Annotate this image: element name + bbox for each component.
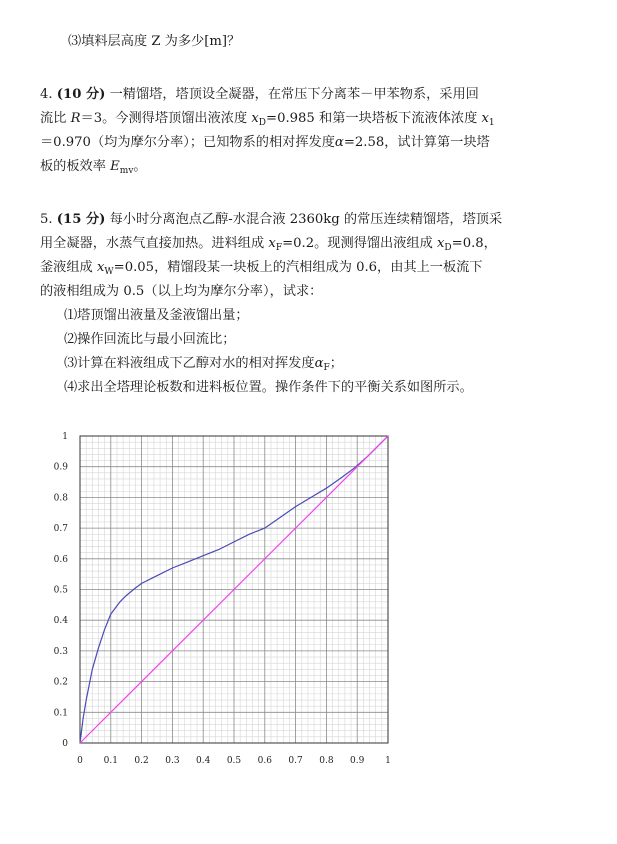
x-tick-label: 0.7 <box>288 756 303 766</box>
y-tick-label: 1 <box>62 432 68 442</box>
q4-xd-symbol: x <box>251 111 259 126</box>
q5-points: (15 分) <box>56 212 106 227</box>
q5-item1 <box>64 308 249 324</box>
x-tick-label: 0.5 <box>226 756 242 766</box>
q5-line2-part-b: =0.2。现测得馏出液组成 <box>282 236 437 251</box>
q4-line1-text: 一精馏塔，塔顶设全凝器，在常压下分离苯－甲苯物系，采用回 <box>109 87 479 102</box>
q5-item4 <box>64 380 473 396</box>
q4-line2-part-c: =0.985 和第一块塔板下流液体浓度 <box>266 111 482 126</box>
x-tick-label: 0.4 <box>196 756 211 766</box>
q4-x1-symbol: x <box>481 111 489 126</box>
q5-line4-text: 的液相组成为 0.5（以上均为摩尔分率），试求： <box>40 284 323 299</box>
x-tick-label: 0.9 <box>350 756 365 766</box>
q4-number: 4. <box>40 87 53 102</box>
x-tick-label: 0 <box>77 756 83 766</box>
q5-line1-text: 每小时分离泡点乙醇-水混合液 2360kg 的常压连续精馏塔，塔顶采 <box>109 212 503 227</box>
q4-line2 <box>40 111 495 131</box>
y-tick-label: 0.8 <box>53 493 68 504</box>
q5-item2 <box>64 332 235 348</box>
q4-line3-part-a: ＝0.970（均为摩尔分率）；已知物系的相对挥发度 <box>40 135 335 150</box>
q5-xf-subscript: F <box>275 243 283 253</box>
q5-item3-part-a: ⑶计算在料液组成下乙醇对水的相对挥发度 <box>64 356 315 371</box>
x-tick-label: 0.1 <box>103 756 118 766</box>
q5-item4-text: ⑷求出全塔理论板数和进料板位置。操作条件下的平衡关系如图所示。 <box>64 380 473 395</box>
x-tick-label: 1 <box>385 756 391 766</box>
q5-line2-part-a: 用全凝器，水蒸气直接加热。进料组成 <box>40 236 269 251</box>
q5-xd-symbol: x <box>436 236 445 251</box>
q5-number: 5. <box>40 212 53 227</box>
y-tick-label: 0.3 <box>53 646 68 657</box>
q5-line2 <box>40 236 497 256</box>
q4-line4 <box>40 159 147 179</box>
x-tick-label: 0.2 <box>134 756 149 766</box>
y-tick-label: 0.6 <box>53 554 68 565</box>
y-tick-label: 0.9 <box>53 462 68 473</box>
q5-line3-part-a: 釜液组成 <box>40 260 97 275</box>
x-tick-label: 0.3 <box>165 756 180 766</box>
q4-line4-part-b: 。 <box>133 159 147 174</box>
q4-reflux-symbol: R <box>70 111 81 126</box>
y-tick-label: 0 <box>62 739 68 749</box>
q5-alpha-symbol: α <box>314 356 324 371</box>
x-tick-label: 0.8 <box>319 756 334 766</box>
q5-xw-subscript: W <box>104 267 114 277</box>
y-tick-label: 0.7 <box>53 524 68 535</box>
q4-x1-subscript: 1 <box>488 118 495 128</box>
x-tick-label: 0.6 <box>257 756 272 766</box>
q5-line1 <box>40 212 502 228</box>
q4-xd-subscript: D <box>258 118 267 128</box>
q5-xw-symbol: x <box>96 260 105 275</box>
q5-xd-subscript: D <box>444 243 452 253</box>
y-tick-label: 0.2 <box>53 677 68 688</box>
q3-item3 <box>68 34 240 50</box>
q5-item3 <box>64 356 343 376</box>
q4-e-symbol: E <box>110 159 120 174</box>
q5-line4 <box>40 284 322 300</box>
q5-line3 <box>40 260 483 280</box>
q4-line1 <box>40 87 479 103</box>
q5-alpha-subscript: F <box>323 363 330 373</box>
q4-e-subscript: mv <box>119 166 134 176</box>
q4-alpha-symbol: α <box>334 135 344 150</box>
q4-line4-part-a: 板的板效率 <box>40 159 111 174</box>
y-tick-label: 0.4 <box>53 616 68 627</box>
q5-item3-part-b: ； <box>329 356 343 371</box>
q5-line2-part-c: =0.8， <box>451 236 497 251</box>
q5-xf-symbol: x <box>268 236 276 251</box>
q3-item3-text: ⑶填料层高度 Z 为多少[m]？ <box>68 34 241 49</box>
equilibrium-chart <box>40 425 400 775</box>
q4-points: (10 分) <box>56 87 106 102</box>
q5-line3-part-b: =0.05，精馏段某一块板上的汽相组成为 0.6，由其上一板流下 <box>113 260 483 275</box>
y-tick-label: 0.5 <box>53 585 68 596</box>
q5-item2-text: ⑵操作回流比与最小回流比； <box>64 332 236 347</box>
q5-item1-text: ⑴塔顶馏出液量及釜液馏出量； <box>64 308 249 323</box>
q4-line3-part-b: =2.58，试计算第一块塔 <box>343 135 490 150</box>
q4-line2-part-b: ＝3。今测得塔顶馏出液浓度 <box>80 111 252 126</box>
q4-line3 <box>40 135 490 151</box>
y-tick-label: 0.1 <box>53 708 68 719</box>
q4-line2-part-a: 流比 <box>40 111 71 126</box>
